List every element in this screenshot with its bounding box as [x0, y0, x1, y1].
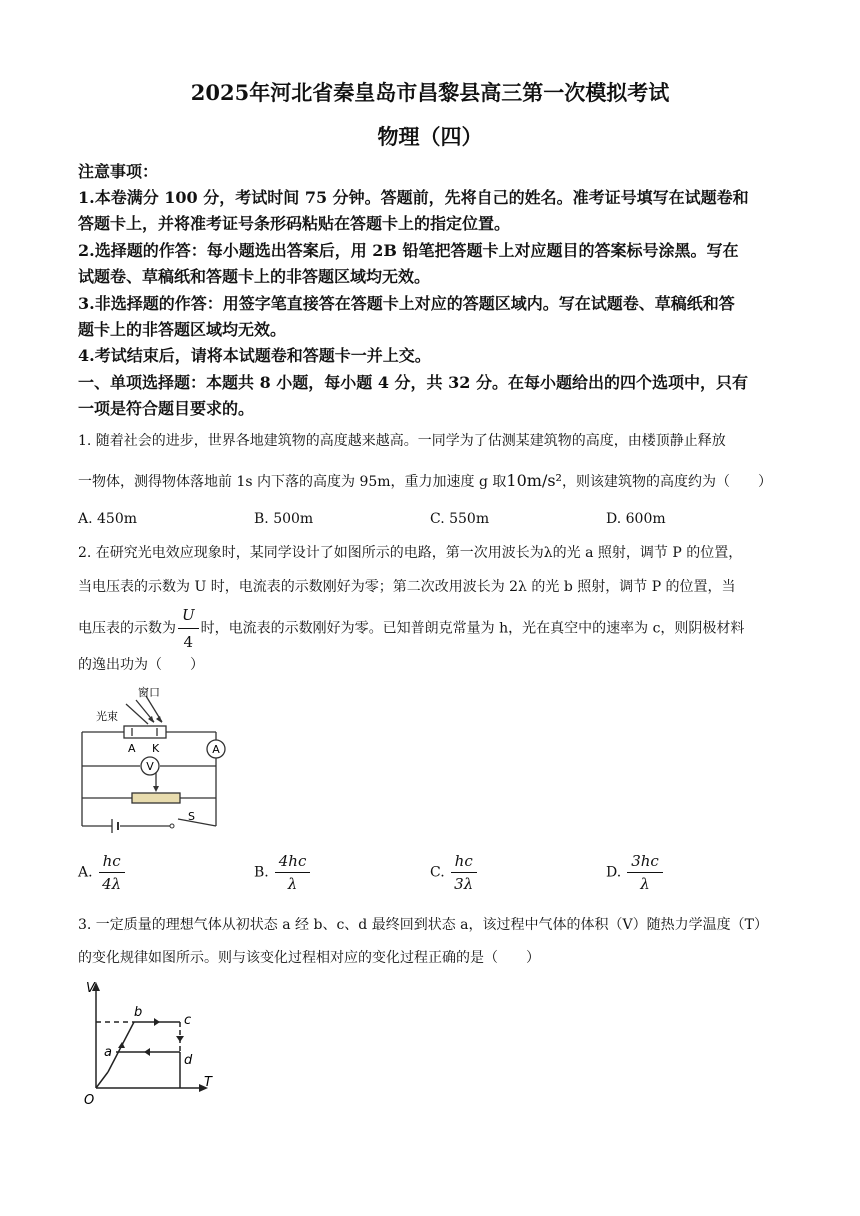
q1-acceleration-value: 10m/s²: [506, 471, 562, 490]
state-a-label: a: [104, 1045, 112, 1060]
q2-line3: [78, 604, 744, 653]
origin-label: O: [84, 1093, 95, 1108]
q2-option-d: D. $\frac{3hc}{\lambda}$: [606, 852, 663, 893]
q1-option-d: D. 600m: [606, 511, 666, 527]
ammeter-label: A: [212, 743, 220, 756]
notes-item2-line2: 试题卷、草稿纸和答题卡上的非答题区域均无效。: [78, 267, 431, 286]
t-axis-label: T: [204, 1075, 212, 1090]
q2-line3-text-b: 时，电流表的示数刚好为零。已知普朗克常量为 h，光在真空中的速率为 c，则阴极材料: [200, 620, 745, 637]
q3-line1: 3. 一定质量的理想气体从初状态 a 经 b、c、d 最终回到状态 a，该过程中气体的体积（V）随热力学温度（T）: [78, 917, 768, 933]
notes-heading: 注意事项：: [78, 162, 159, 181]
phototube: [124, 726, 166, 738]
q2-circuit-diagram: [76, 686, 236, 834]
state-b-label: b: [134, 1005, 143, 1020]
rheostat: [132, 793, 180, 803]
q2-line2: 当电压表的示数为 U 时，电流表的示数刚好为零；第二次改用波长为 2λ 的光 b 照射，调节 P 的位置，当: [78, 579, 736, 595]
q1-option-a: A. 450m: [78, 511, 138, 527]
v-axis-label: V: [86, 981, 95, 996]
q1-line2-text-b: ，则该建筑物的高度约为（ ）: [561, 474, 772, 490]
exam-subtitle: 物理（四）: [377, 124, 483, 149]
state-d-label: d: [184, 1053, 193, 1068]
q2-line3-text-a: 电压表的示数为: [78, 620, 176, 637]
notes-item2-line1: 2.选择题的作答：每小题选出答案后，用 2B 铅笔把答题卡上对应题目的答案标号涂黑。写在: [78, 241, 739, 260]
q1-line2-text-a: 一物体，测得物体落地前 1s 内下落的高度为 95m，重力加速度 g 取: [78, 474, 507, 490]
q1-line1: 1. 随着社会的进步，世界各地建筑物的高度越来越高。一同学为了估测某建筑物的高度，由楼顶静止释放: [78, 433, 726, 449]
q2-option-b: B. $\frac{4hc}{\lambda}$: [254, 852, 310, 893]
q2-line1: 2. 在研究光电效应现象时，某同学设计了如图所示的电路，第一次用波长为λ的光 a 照射，调节 P 的位置，: [78, 545, 743, 561]
notes-item3-line1: 3.非选择题的作答：用签字笔直接答在答题卡上对应的答题区域内。写在试题卷、草稿纸和答: [78, 294, 735, 313]
notes-item1-line2: 答题卡上，并将准考证号条形码粘贴在答题卡上的指定位置。: [78, 214, 511, 233]
beam-label: 光束: [96, 710, 118, 723]
section-heading-line2: 一项是符合题目要求的。: [78, 399, 255, 418]
exam-title: 2025年河北省秦皇岛市昌黎县高三第一次模拟考试: [190, 80, 670, 105]
notes-item1-line1: 1.本卷满分 100 分，考试时间 75 分钟。答题前，先将自己的姓名。准考证号填写在试题卷和: [78, 188, 749, 207]
cathode-label: K: [152, 742, 160, 755]
window-label: 窗口: [138, 686, 160, 699]
notes-item4: 4.考试结束后，请将本试题卷和答题卡一并上交。: [78, 346, 431, 365]
anode-label: A: [128, 742, 136, 755]
q3-vt-graph: [80, 976, 230, 1110]
q2-option-c: C. $\frac{hc}{3\lambda}$: [430, 852, 477, 893]
q1-option-b: B. 500m: [254, 511, 314, 527]
q2-line4: 的逸出功为（ ）: [78, 657, 204, 673]
notes-item3-line2: 题卡上的非答题区域均无效。: [78, 320, 287, 339]
q3-line2: 的变化规律如图所示。则与该变化过程相对应的变化过程正确的是（ ）: [78, 950, 540, 966]
q2-option-a: A. $\frac{hc}{4\lambda}$: [78, 852, 125, 893]
state-c-label: c: [184, 1013, 192, 1028]
q1-line2: [78, 470, 772, 493]
switch-label: S: [188, 810, 195, 823]
voltmeter-label: V: [146, 760, 154, 773]
q1-option-c: C. 550m: [430, 511, 490, 527]
q2-fraction-u-over-4: $\frac{U}{4}$: [178, 604, 199, 653]
section-heading-line1: 一、单项选择题：本题共 8 小题，每小题 4 分，共 32 分。在每小题给出的四个选项中，只有: [78, 373, 748, 392]
